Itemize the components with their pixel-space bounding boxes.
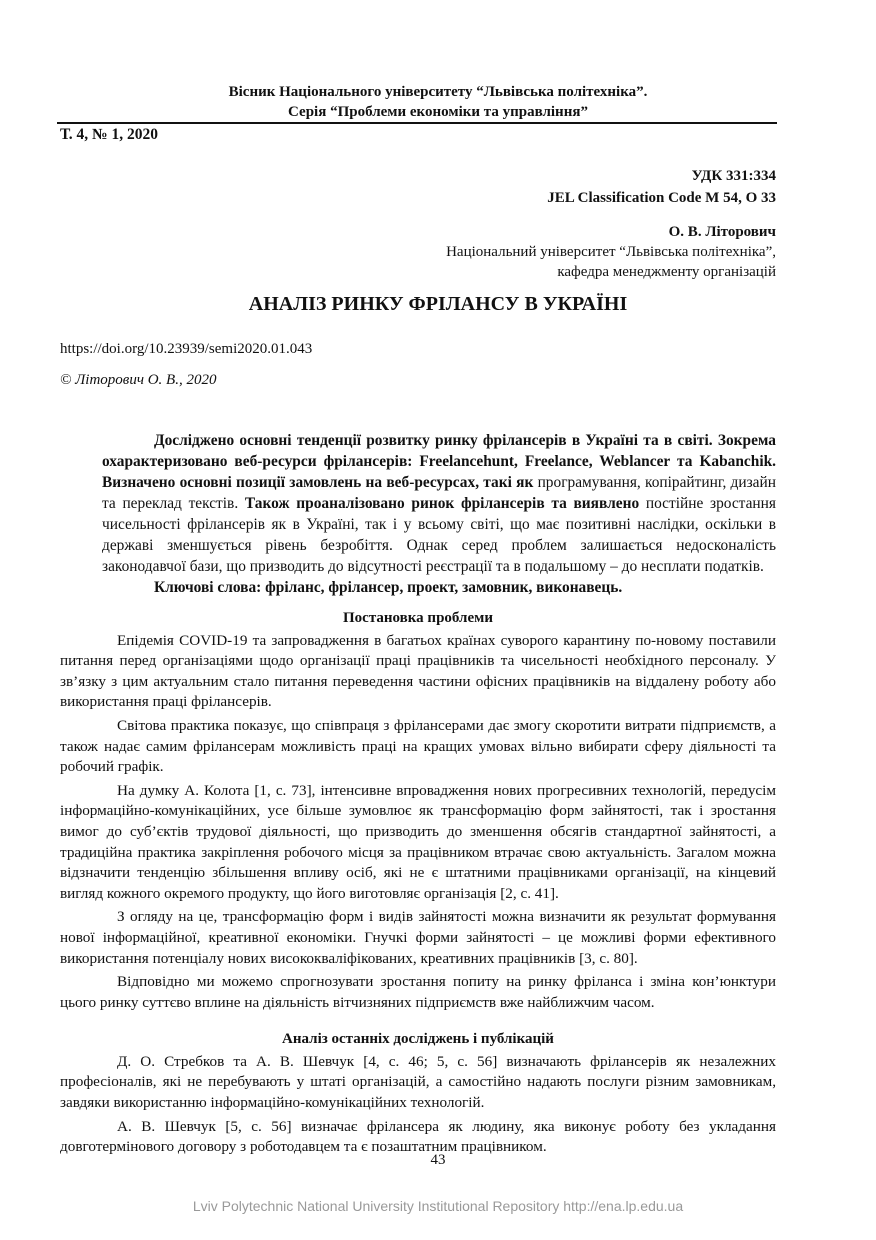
abstract bbox=[102, 430, 776, 598]
section-heading: Постановка проблеми bbox=[343, 610, 493, 626]
paragraph: На думку А. Колота [1, с. 73], інтенсивне впровадження нових прогресивних технологій, передусім інформаційно-комунікаційних, усе більше зумовлює як трансформацію форм зайнятості, так і зростання вимог до суб’єктів трудової діяльності, що призводить до зменшення обсягів стандартної зайнятості, а традиційна практика закріплення робочого місця за працівником втрачає свою актуальність. Загалом можна відзначити тенденцію збільшення впливу осіб, які не є штатними працівниками організації, на кінцевий вигляд кожного окремого продукту, що його виготовляє організація [2, с. 41]. bbox=[60, 781, 776, 902]
article-body bbox=[60, 596, 776, 1161]
doi-link[interactable]: https://doi.org/10.23939/semi2020.01.043 bbox=[60, 341, 313, 357]
affiliation: Національний університет “Львівська політехніка”, bbox=[446, 244, 776, 260]
author-name: О. В. Літорович bbox=[668, 224, 776, 240]
paragraph: Відповідно ми можемо спрогнозувати зростання попиту на ринку фріланса і зміна кон’юнктури цього ринку суттєво вплине на діяльність вітчизняних підприємств вже найближчим часом. bbox=[60, 973, 776, 1011]
jel-code: JEL Classification Code M 54, O 33 bbox=[547, 190, 776, 206]
classification bbox=[547, 165, 776, 209]
keywords: Ключові слова: фріланс, фрілансер, проект, замовник, виконавець. bbox=[154, 579, 623, 596]
abstract-text: Досліджено основні тенденції розвитку ринку фрілансерів в Україні та в світі. Зокрема охарактеризовано веб-ресурси фрілансерів: Freelancehunt, Freelance, Weblancer та Kabanchik. Визначено основні позиції замовлень на веб-ресурсах, такі як програмування, копірайтинг, дизайн та переклад текстів. Також проаналізовано ринок фрілансерів та виявлено постійне зростання чисельності фрілансерів як в Україні, так і у всьому світі, що має позитивні наслідки, оскільки в державі зменшується рівень безробіття. Однак серед проблем залишається недосконалість законодавчої бази, що призводить до відсутності реєстрації та в подальшому – до несплати податків. bbox=[102, 432, 776, 575]
department: кафедра менеджменту організацій bbox=[557, 264, 776, 280]
copyright: © Літорович О. В., 2020 bbox=[60, 372, 217, 388]
paragraph: З огляду на це, трансформацію форм і видів зайнятості можна визначити як результат формування нової інформаційної, креативної економіки. Гнучкі форми зайнятості – це можливі форми ефективного використання потенціалу нових висококваліфікованих, креативних працівників [3, с. 80]. bbox=[60, 908, 776, 967]
page-number: 43 bbox=[430, 1152, 446, 1168]
volume-issue: Т. 4, № 1, 2020 bbox=[60, 126, 158, 143]
udc-code: УДК 331:334 bbox=[691, 168, 776, 184]
journal-header bbox=[0, 82, 876, 122]
paragraph: Д. О. Стребков та А. В. Шевчук [4, с. 46; 5, с. 56] визначають фрілансерів як незалежних професіоналів, які не перебувають у штаті організацій, а самостійно надають послуги різним замовникам, завдяки використанню інформаційно-комунікаційних технологій. bbox=[60, 1052, 776, 1112]
author-block bbox=[446, 222, 776, 282]
header-rule bbox=[57, 122, 777, 124]
paragraph: Світова практика показує, що співпраця з фрілансерами дає змогу скоротити витрати підприємств, а також надає самим фрілансерам можливість праці на кращих умовах вільно вибирати сферу діяльності та робочий графік. bbox=[60, 716, 776, 776]
section-heading: Аналіз останніх досліджень і публікацій bbox=[282, 1031, 554, 1048]
paragraph: А. В. Шевчук [5, с. 56] визначає фрілансера як людину, яка виконує роботу без укладання довготермінового договору з роботодавцем та є позаштатним працівником. bbox=[60, 1117, 776, 1156]
repository-footer: Lviv Polytechnic National University Institutional Repository http://ena.lp.edu.ua bbox=[192, 1198, 684, 1214]
journal-series: Серія “Проблеми економіки та управління” bbox=[288, 104, 588, 120]
paragraph: Епідемія COVID-19 та запровадження в багатьох країнах суворого карантину по-новому поставили питання перед організаціями щодо організації праці працівників та чисельності необхідного персоналу. У зв’язку з цим актуальним стало питання переведення частини офісних працівників на віддалену роботу або використання праці фрілансерів. bbox=[60, 631, 776, 711]
article-title: АНАЛІЗ РИНКУ ФРІЛАНСУ В УКРАЇНІ bbox=[248, 293, 628, 315]
journal-name: Вісник Національного університету “Львівська політехніка”. bbox=[228, 84, 648, 100]
